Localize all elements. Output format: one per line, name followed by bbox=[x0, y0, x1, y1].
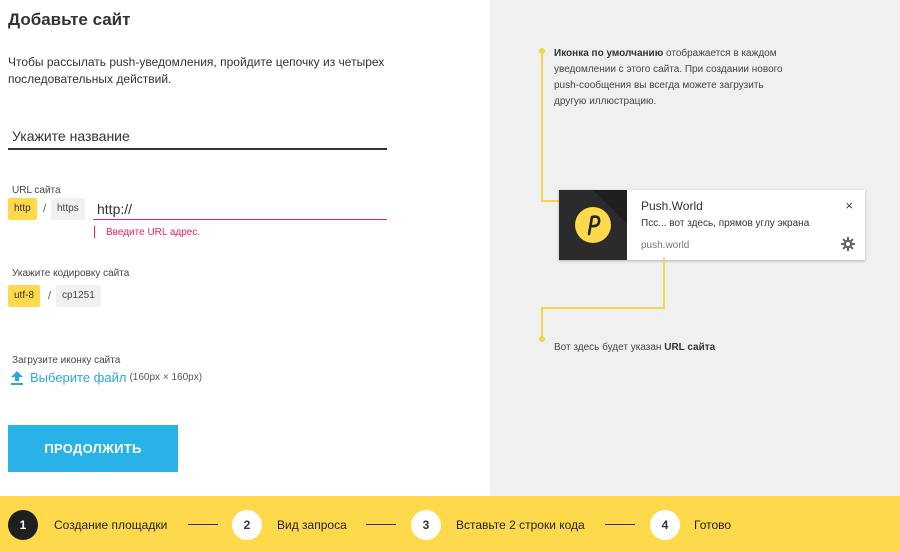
close-icon[interactable]: × bbox=[845, 198, 853, 213]
icon-note-bold: Иконка по умолчанию bbox=[554, 48, 664, 59]
url-label: URL сайта bbox=[12, 185, 61, 196]
encoding-separator: / bbox=[48, 290, 52, 302]
form-panel bbox=[0, 0, 490, 496]
step-4-label: Готово bbox=[694, 518, 732, 532]
notification-preview bbox=[559, 190, 865, 260]
url-error-bar bbox=[94, 226, 95, 238]
url-note-bold: URL сайта bbox=[664, 342, 716, 353]
notification-site: push.world bbox=[641, 240, 690, 251]
upload-label: Загрузите иконку сайта bbox=[12, 355, 121, 366]
connector-line-bottom-v2 bbox=[541, 307, 543, 338]
notification-icon bbox=[559, 190, 627, 260]
p-letter-icon bbox=[575, 207, 611, 243]
step-2-label: Вид запроса bbox=[277, 518, 347, 532]
intro-text: Чтобы рассылать push-уведомления, пройдите цепочку из четырех последовательных действий. bbox=[8, 55, 385, 86]
step-1-label: Создание площадки bbox=[54, 518, 168, 532]
url-error-message: Введите URL адрес. bbox=[106, 227, 201, 238]
protocol-https-toggle[interactable]: https bbox=[51, 198, 85, 220]
upload-icon bbox=[10, 371, 24, 385]
protocol-http-toggle[interactable]: http bbox=[8, 198, 37, 220]
steps-bar bbox=[0, 496, 900, 551]
upload-size-hint: (160px × 160px) bbox=[129, 372, 203, 383]
encoding-label: Укажите кодировку сайта bbox=[12, 268, 130, 279]
step-3-label: Вставьте 2 строки кода bbox=[456, 518, 585, 532]
step-3-number: 3 bbox=[411, 510, 441, 540]
notification-title: Push.World bbox=[641, 199, 703, 213]
connector-dot-bottom bbox=[539, 336, 545, 342]
site-url-input[interactable] bbox=[93, 198, 387, 220]
url-note-text: Вот здесь будет указан bbox=[554, 342, 665, 353]
icon-note-text: отображается в каждом уведомлении с этого сайта. При создании нового push-сообщения вы всегда можете загрузить другую иллюстрацию. bbox=[554, 48, 783, 107]
site-name-input[interactable] bbox=[8, 124, 387, 150]
encoding-utf8-toggle[interactable]: utf-8 bbox=[8, 285, 40, 307]
upload-file-link[interactable] bbox=[10, 370, 202, 385]
step-separator bbox=[188, 524, 218, 525]
icon-note bbox=[554, 46, 794, 110]
url-note bbox=[554, 342, 715, 353]
connector-line-top bbox=[541, 52, 543, 201]
step-2-number: 2 bbox=[232, 510, 262, 540]
step-4-number: 4 bbox=[650, 510, 680, 540]
encoding-cp1251-toggle[interactable]: cp1251 bbox=[56, 285, 101, 307]
connector-line-bottom-v1 bbox=[663, 258, 665, 308]
notification-text: Псс... вот здесь, прямов углу экрана bbox=[641, 218, 810, 229]
step-1-number: 1 bbox=[8, 510, 38, 540]
connector-line-top-h bbox=[541, 200, 560, 202]
protocol-separator: / bbox=[43, 203, 47, 215]
push-world-logo bbox=[575, 207, 611, 243]
upload-link-text[interactable]: Выберите файл bbox=[30, 370, 127, 385]
continue-button[interactable]: ПРОДОЛЖИТЬ bbox=[8, 425, 178, 472]
page-title: Добавьте сайт bbox=[8, 10, 131, 29]
step-separator bbox=[605, 524, 635, 525]
step-separator bbox=[366, 524, 396, 525]
connector-line-bottom-h bbox=[541, 307, 665, 309]
gear-icon[interactable] bbox=[841, 237, 855, 251]
